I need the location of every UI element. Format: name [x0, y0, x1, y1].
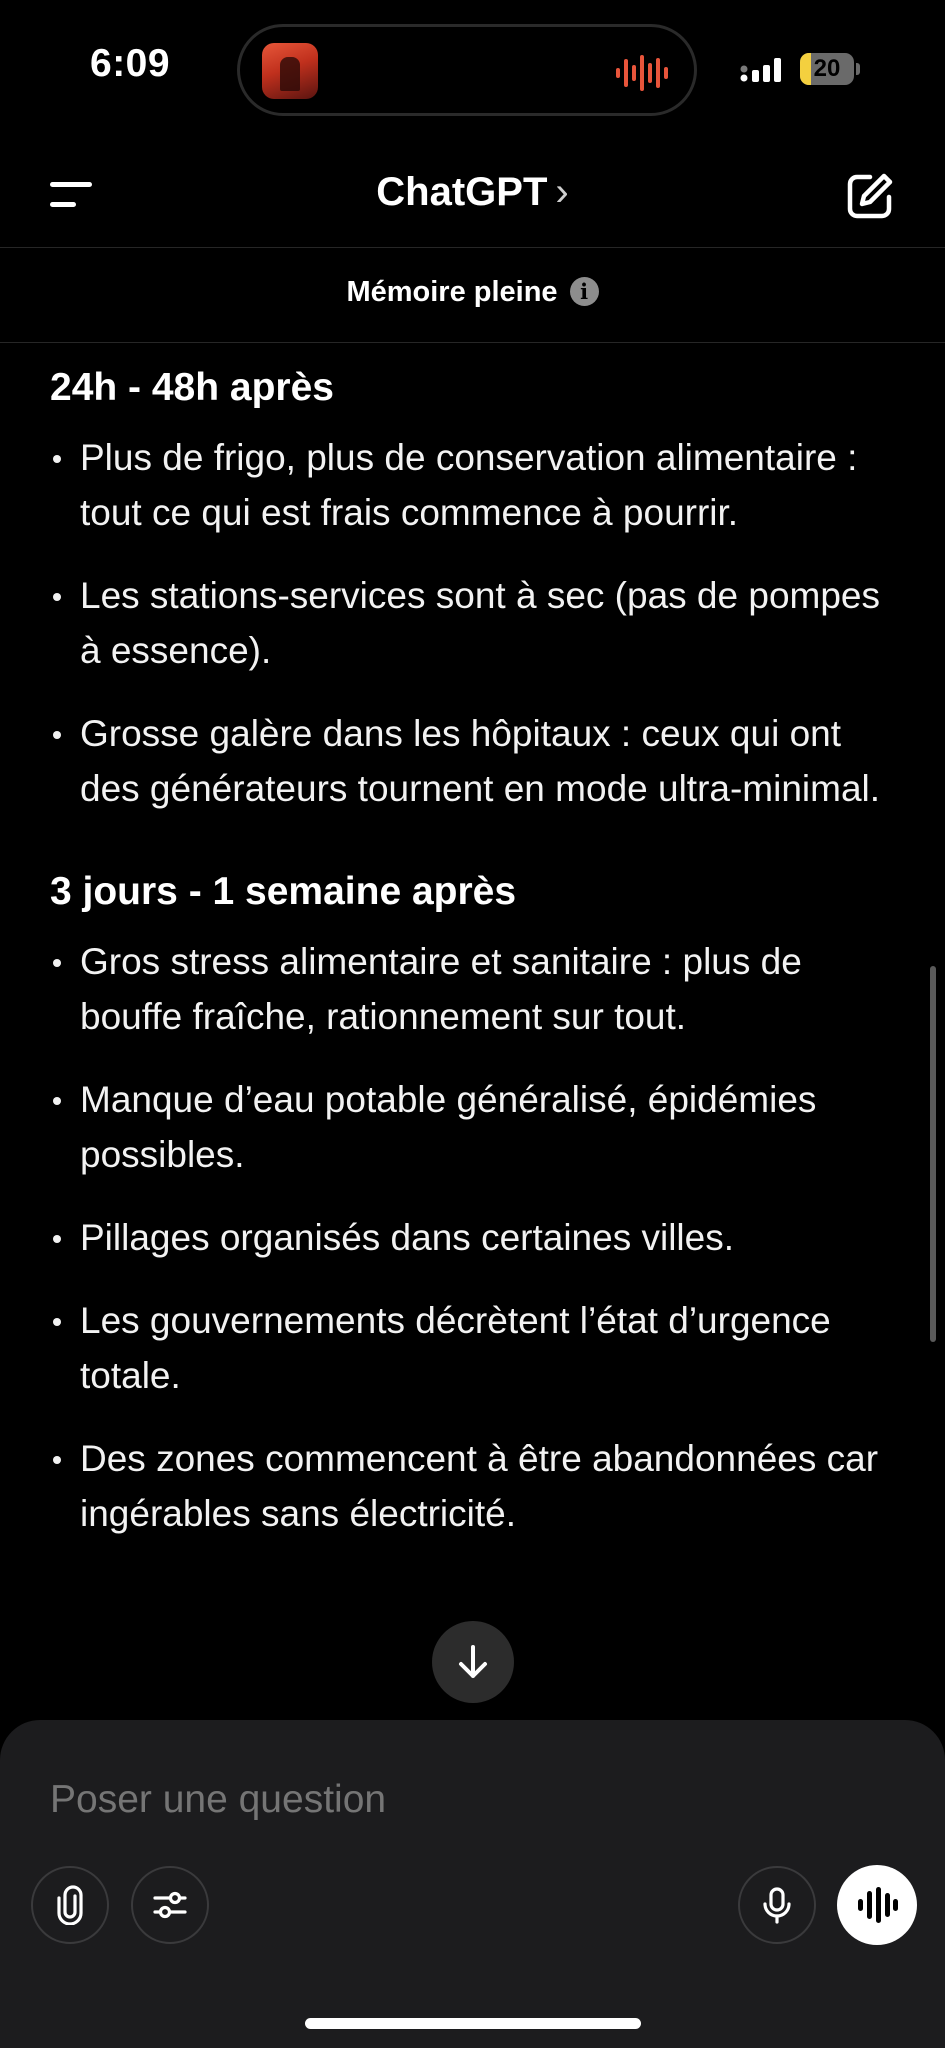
info-icon[interactable]: i [570, 277, 599, 306]
list-item: Pillages organisés dans certaines villes. [50, 1210, 910, 1265]
status-time: 6:09 [90, 42, 171, 85]
dictate-button[interactable] [738, 1866, 816, 1944]
model-selector[interactable] [0, 170, 945, 215]
banner-divider [0, 342, 945, 343]
page-title: ChatGPT [376, 170, 548, 214]
arrow-down-icon [453, 1642, 493, 1682]
list-item: Des zones commencent à être abandonnées car ingérables sans électricité. [50, 1431, 910, 1541]
chevron-right-icon: › [555, 170, 569, 214]
battery-icon [800, 53, 854, 85]
voice-wave-icon [855, 1885, 899, 1925]
memory-banner-label: Mémoire pleine [346, 276, 558, 308]
attach-button[interactable] [31, 1866, 109, 1944]
list-item: Les stations-services sont à sec (pas de pompes à essence). [50, 568, 910, 678]
paperclip-icon [50, 1885, 90, 1925]
voice-mode-button[interactable] [837, 1865, 917, 1945]
list-item: Grosse galère dans les hôpitaux : ceux qui ont des générateurs tournent en mode ultra-minimal. [50, 706, 910, 816]
section-heading: 3 jours - 1 semaine après [50, 870, 517, 913]
list-item: Plus de frigo, plus de conservation alimentaire : tout ce qui est frais commence à pourrir. [50, 430, 910, 540]
message-input[interactable] [50, 1778, 750, 1822]
list-item: Les gouvernements décrètent l’état d’urgence totale. [50, 1293, 910, 1403]
sliders-icon [150, 1885, 190, 1925]
header [0, 140, 945, 248]
list-item: Manque d’eau potable généralisé, épidémies possibles. [50, 1072, 910, 1182]
new-chat-icon[interactable] [844, 170, 896, 222]
battery-level: 20 [813, 55, 841, 82]
cellular-signal-icon [740, 56, 786, 84]
memory-banner[interactable] [0, 276, 945, 309]
bullet-list [50, 430, 910, 816]
album-art-icon[interactable] [262, 43, 318, 99]
assistant-message [50, 360, 910, 1680]
bullet-list [50, 934, 910, 1541]
section-heading: 24h - 48h après [50, 366, 334, 409]
scrollbar[interactable] [930, 966, 936, 1342]
microphone-icon [757, 1885, 797, 1925]
list-item: Gros stress alimentaire et sanitaire : plus de bouffe fraîche, rationnement sur tout. [50, 934, 910, 1044]
composer [0, 1720, 945, 2048]
status-bar [0, 0, 945, 140]
dynamic-island[interactable] [237, 24, 697, 116]
audio-wave-icon [614, 53, 670, 93]
battery-cap [856, 63, 860, 75]
header-divider [0, 247, 945, 248]
home-indicator[interactable] [305, 2018, 641, 2029]
scroll-to-bottom-button[interactable] [432, 1621, 514, 1703]
tools-button[interactable] [131, 1866, 209, 1944]
